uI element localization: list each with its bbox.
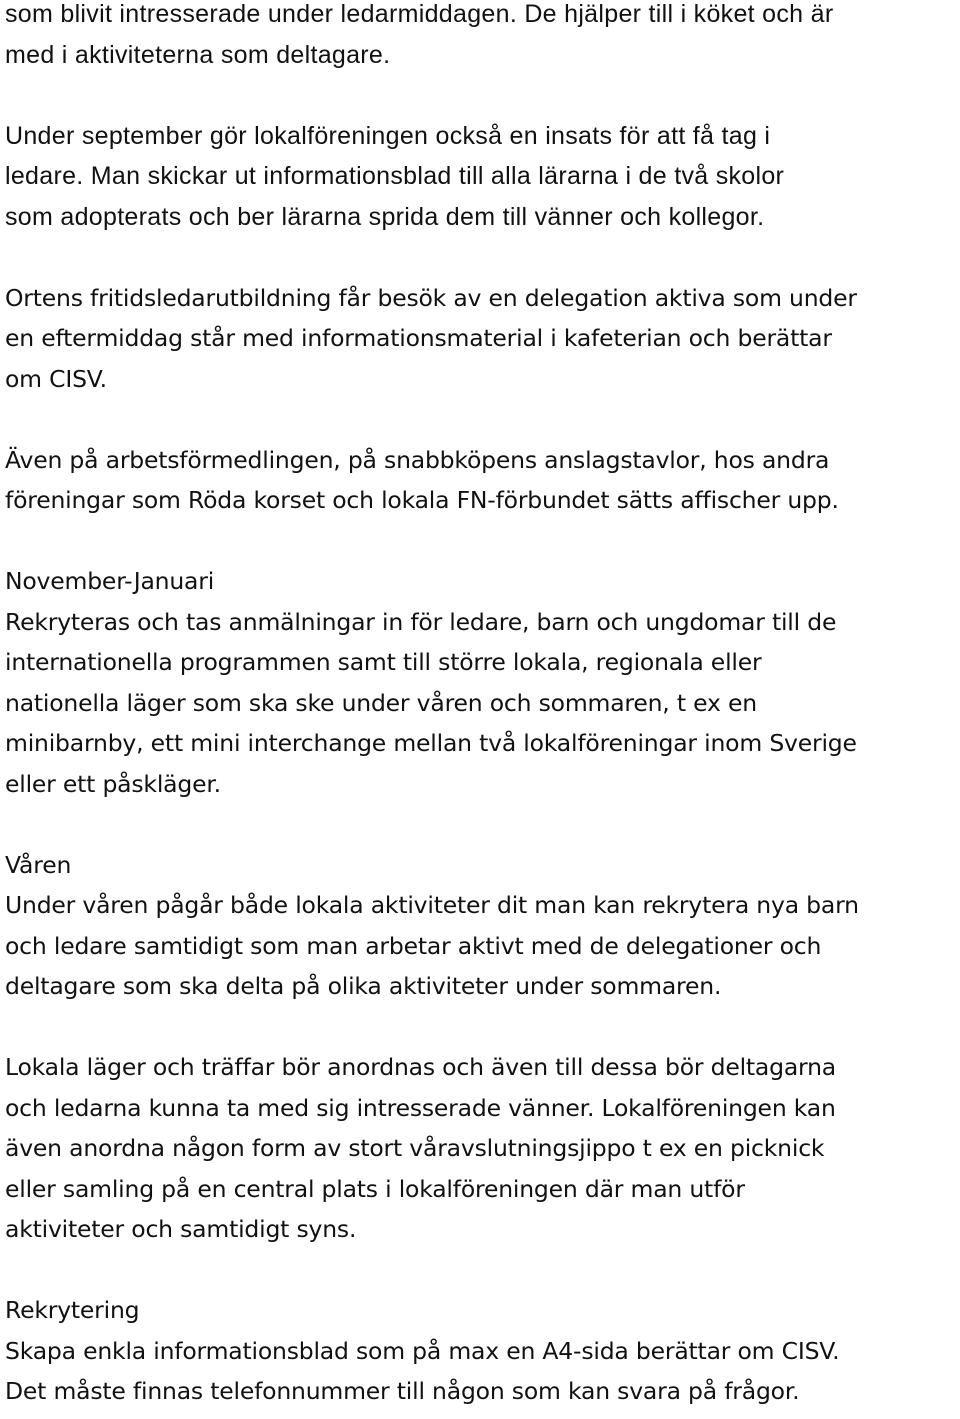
text-line: aktiviteter och samtidigt syns. xyxy=(5,1215,357,1243)
paragraph-varen xyxy=(5,885,955,1007)
text-line: nationella läger som ska ske under våren och sommaren, t ex en xyxy=(5,688,757,717)
paragraph-rekrytering xyxy=(5,1331,955,1412)
text-line: Rekryteras och tas anmälningar in för ledare, barn och ungdomar till de xyxy=(5,607,837,636)
paragraph-september xyxy=(5,116,955,238)
text-line: Lokala läger och träffar bör anordnas och även till dessa bör deltagarna xyxy=(5,1053,836,1081)
text-line: som adopterats och ber lärarna sprida dem till vänner och kollegor. xyxy=(5,202,765,231)
paragraph-fritidsledarutbildning xyxy=(5,278,955,400)
text-line: eller samling på en central plats i lokalföreningen där man utför xyxy=(5,1174,745,1203)
heading-november-januari: November-Januari xyxy=(5,567,215,595)
text-line: internationella programmen samt till större lokala, regionala eller xyxy=(5,648,762,676)
text-line: föreningar som Röda korset och lokala FN-förbundet sätts affischer upp. xyxy=(5,486,839,514)
text-line: minibarnby, ett mini interchange mellan två lokalföreningar inom Sverige xyxy=(5,729,857,757)
text-line: Under våren pågår både lokala aktiviteter dit man kan rekrytera nya barn xyxy=(5,891,859,919)
text-line: och ledare samtidigt som man arbetar aktivt med de delegationer och xyxy=(5,931,822,960)
text-line: även anordna någon form av stort våravslutningsjippo t ex en picknick xyxy=(5,1134,825,1162)
text-line: om CISV. xyxy=(5,364,107,393)
text-line: en eftermiddag står med informationsmaterial i kafeterian och berättar xyxy=(5,324,832,352)
text-line: och ledarna kunna ta med sig intresserade vänner. Lokalföreningen kan xyxy=(5,1093,836,1122)
text-line: Ortens fritidsledarutbildning får besök av en delegation aktiva som under xyxy=(5,283,857,312)
heading-rekrytering: Rekrytering xyxy=(5,1296,140,1324)
paragraph-november-januari xyxy=(5,602,955,805)
text-line: Även på arbetsförmedlingen, på snabbköpens anslagstavlor, hos andra xyxy=(5,445,830,474)
text-line: eller ett påskläger. xyxy=(5,769,221,798)
paragraph-lokala-lager xyxy=(5,1047,955,1250)
text-line: Skapa enkla informationsblad som på max en A4-sida berättar om CISV. xyxy=(5,1336,840,1365)
paragraph-arbetsformedlingen xyxy=(5,440,955,521)
text-line: ledare. Man skickar ut informationsblad till alla lärarna i de två skolor xyxy=(5,162,785,190)
document-body xyxy=(5,0,955,1412)
text-line: Det måste finnas telefonnummer till någon som kan svara på frågor. xyxy=(5,1377,800,1405)
heading-varen: Våren xyxy=(5,850,72,879)
text-line: deltagare som ska delta på olika aktiviteter under sommaren. xyxy=(5,972,722,1000)
text-line: som blivit intresserade under ledarmiddagen. De hjälper till i köket och är xyxy=(5,0,834,28)
paragraph-ledarmiddagen xyxy=(5,0,955,75)
text-line: med i aktiviteterna som deltagare. xyxy=(5,40,391,69)
text-line: Under september gör lokalföreningen också en insats för att få tag i xyxy=(5,121,771,150)
